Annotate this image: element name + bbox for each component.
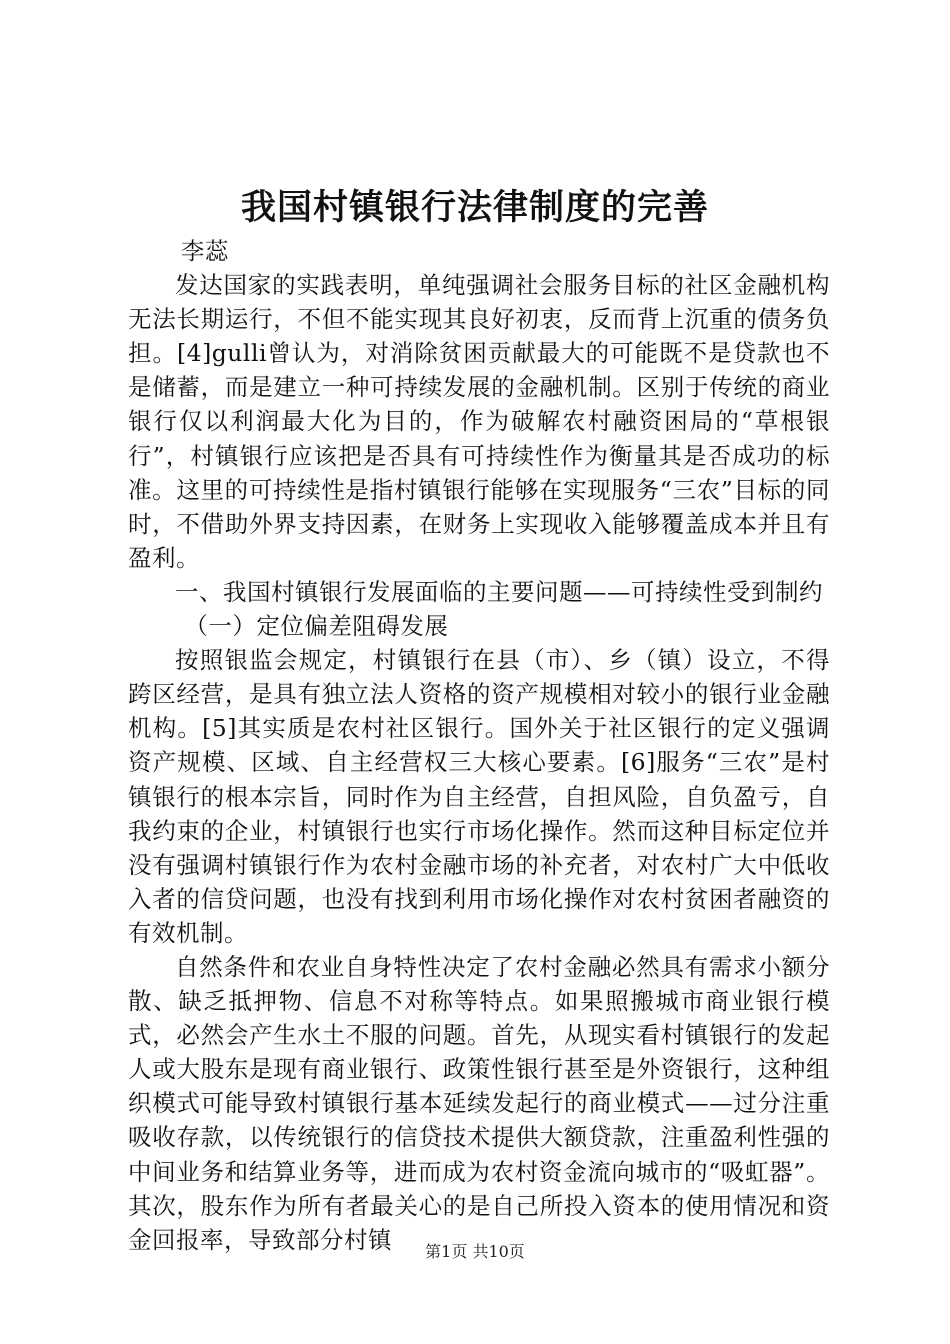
document-title: 我国村镇银行法律制度的完善 — [240, 187, 709, 228]
document-body — [128, 234, 830, 1257]
page-footer: 第1页 共10页 — [425, 1242, 525, 1261]
section-heading: 一、我国村镇银行发展面临的主要问题——可持续性受到制约 — [175, 577, 823, 606]
author-name: 李蕊 — [180, 237, 229, 265]
body-paragraph: 发达国家的实践表明，单纯强调社会服务目标的社区金融机构无法长期运行，不但不能实现其良好初衷，反而背上沉重的债务负担。[4]gulli曾认为，对消除贫困贡献最大的可能既不是贷款也不是储蓄，而是建立一种可持续发展的金融机制。区别于传统的商业银行仅以利润最大化为目的，作为破解农村融资困局的“草根银行”，村镇银行应该把是否具有可持续性作为衡量其是否成功的标准。这里的可持续性是指村镇银行能够在实现服务“三农”目标的同时，不借助外界支持因素，在财务上实现收入能够覆盖成本并且有盈利。 — [128, 271, 830, 572]
body-paragraph: 按照银监会规定，村镇银行在县（市）、乡（镇）设立，不得跨区经营，是具有独立法人资格的资产规模相对较小的银行业金融机构。[5]其实质是农村社区银行。国外关于社区银行的定义强调资产规模、区域、自主经营权三大核心要素。[6]服务“三农”是村镇银行的根本宗旨，同时作为自主经营，自担风险，自负盈亏，自我约束的企业，村镇银行也实行市场化操作。然而这种目标定位并没有强调村镇银行作为农村金融市场的补充者，对农村广大中低收入者的信贷问题，也没有找到利用市场化操作对农村贫困者融资的有效机制。 — [128, 646, 830, 947]
body-paragraph: 自然条件和农业自身特性决定了农村金融必然具有需求小额分散、缺乏抵押物、信息不对称等特点。如果照搬城市商业银行模式，必然会产生水土不服的问题。首先，从现实看村镇银行的发起人或大股东是现有商业银行、政策性银行甚至是外资银行，这种组织模式可能导致村镇银行基本延续发起行的商业模式——过分注重吸收存款，以传统银行的信贷技术提供大额贷款，注重盈利性强的中间业务和结算业务等，进而成为农村资金流向城市的“吸虹器”。其次，股东作为所有者最关心的是自己所投入资本的使用情况和资金回报率，导致部分村镇 — [128, 952, 830, 1254]
subsection-heading: （一）定位偏差阻碍发展 — [184, 612, 449, 641]
